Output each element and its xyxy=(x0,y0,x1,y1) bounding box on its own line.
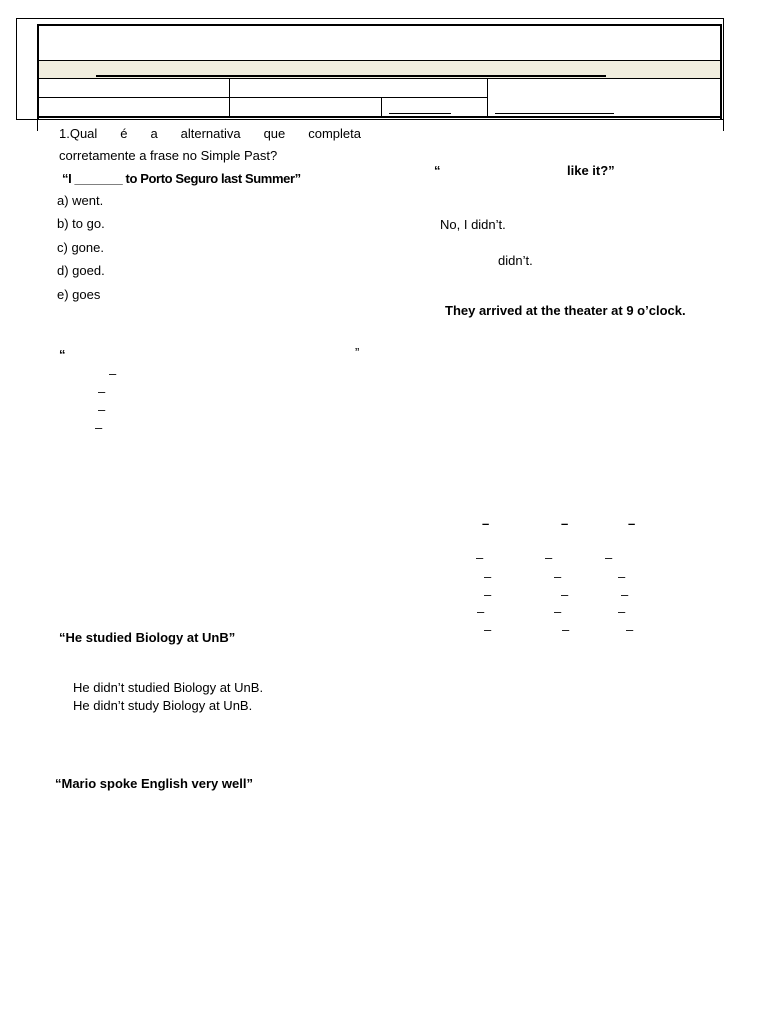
close-quote: ” xyxy=(355,345,360,360)
didnt-text: didn’t. xyxy=(498,253,533,268)
dash: – xyxy=(561,516,569,531)
dash: – xyxy=(618,569,626,584)
header-inner-right xyxy=(720,24,722,119)
q1-prompt-line1 xyxy=(59,126,361,141)
q1-option-a: a) went. xyxy=(57,193,104,208)
q5-answer-1: He didn’t studied Biology at UnB. xyxy=(73,680,264,695)
header-grid-line xyxy=(37,97,488,98)
dash: – xyxy=(98,384,106,399)
dash: – xyxy=(98,402,106,417)
dash: – xyxy=(628,516,636,531)
dash: – xyxy=(476,550,484,565)
dash: – xyxy=(477,604,485,619)
q1-word: completa xyxy=(308,126,361,141)
dash: – xyxy=(618,604,626,619)
q1-word: alternativa xyxy=(180,126,241,141)
dash: – xyxy=(482,516,490,531)
q1-word: a xyxy=(150,126,158,141)
header-row-line xyxy=(39,78,720,79)
column-tick xyxy=(37,118,38,131)
q1-option-e: e) goes xyxy=(57,287,101,302)
dash: – xyxy=(484,569,492,584)
header-inner-top xyxy=(37,24,722,26)
header-outer-bottom xyxy=(16,119,724,120)
q7-sentence: “Mario spoke English very well” xyxy=(55,776,253,791)
like-it-text: like it?” xyxy=(567,163,615,178)
q5-sentence: “He studied Biology at UnB” xyxy=(59,630,236,645)
dash: – xyxy=(95,420,103,435)
q1-word: que xyxy=(263,126,286,141)
blank-line xyxy=(389,113,451,114)
header-grid-divider xyxy=(381,98,382,117)
q5-answer-2: He didn’t study Biology at UnB. xyxy=(73,698,253,713)
header-outer-top xyxy=(16,18,724,19)
q1-sentence: “I _______ to Porto Seguro last Summer” xyxy=(62,171,301,186)
dash: – xyxy=(562,622,570,637)
no-i-didnt-text: No, I didn’t. xyxy=(440,217,506,232)
blank-line xyxy=(495,113,614,114)
header-grid-divider xyxy=(229,79,230,117)
header-outer-right xyxy=(723,18,724,131)
dash: – xyxy=(626,622,634,637)
q1-word: é xyxy=(120,126,128,141)
q1-option-d: d) goed. xyxy=(57,263,105,278)
dash: – xyxy=(484,587,492,602)
q1-option-b: b) to go. xyxy=(57,216,105,231)
dash: – xyxy=(484,622,492,637)
open-quote: “ xyxy=(59,347,66,362)
header-outer-left xyxy=(16,18,17,120)
header-row-line xyxy=(39,60,720,61)
dash: – xyxy=(621,587,629,602)
q1-prompt-line2: corretamente a frase no Simple Past? xyxy=(59,148,278,163)
open-quote: “ xyxy=(434,163,441,178)
header-grid-line xyxy=(37,116,722,118)
dash: – xyxy=(605,550,613,565)
dash: – xyxy=(109,366,117,381)
q1-option-c: c) gone. xyxy=(57,240,104,255)
q1-word: 1.Qual xyxy=(59,126,98,141)
name-underline xyxy=(96,75,606,77)
dash: – xyxy=(545,550,553,565)
header-grid-divider xyxy=(487,79,488,117)
theater-sentence: They arrived at the theater at 9 o’clock. xyxy=(445,303,686,318)
dash: – xyxy=(561,587,569,602)
dash: – xyxy=(554,604,562,619)
dash: – xyxy=(554,569,562,584)
